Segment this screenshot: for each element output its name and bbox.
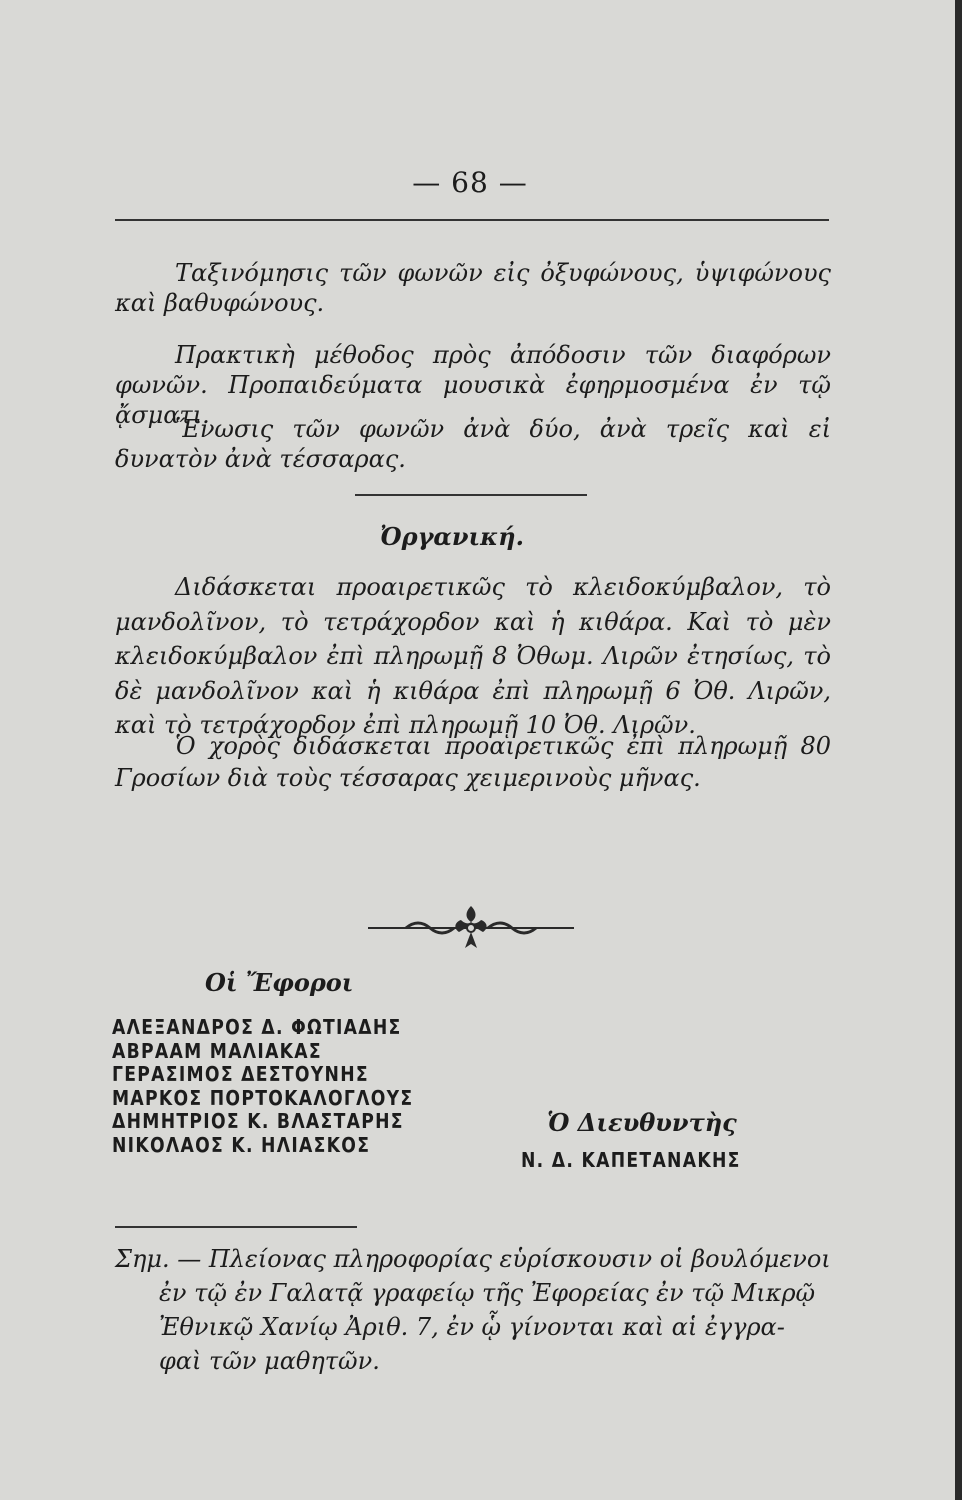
paragraph-organic-lessons: Διδάσκεται προαιρετικῶς τὸ κλειδοκύμβαλον, τὸ μανδολῖνον, τὸ τετράχορδον καὶ ἡ κιθάρα. Καὶ τὸ μὲν κλειδοκύμβαλον ἐπὶ πληρωμῇ 8 Ὀθωμ. Λιρῶν ἐτησίως, τὸ δὲ μανδολῖνον καὶ ἡ κιθάρα ἐπὶ πληρωμῇ 6 Ὀθ. Λιρῶν, καὶ τὸ τετράχορδον ἐπὶ πληρωμῇ 10 Ὀθ. Λιρῶν. <box>115 573 831 739</box>
header-rule <box>115 219 829 221</box>
ephoros-name: ΔΗΜΗΤΡΙΟΣ Κ. ΒΛΑΣΤΑΡΗΣ <box>112 1109 404 1133</box>
director-title: Ὁ Διευθυντὴς <box>547 1108 737 1137</box>
page-edge-shadow <box>955 0 962 1500</box>
paragraph-practical-method: Πρακτικὴ μέθοδος πρὸς ἀπόδοσιν τῶν διαφόρων φωνῶν. Προπαιδεύματα μουσικὰ ἐφηρμοσμένα ἐν τῷ ᾄσματι. <box>115 341 831 429</box>
footnote <box>115 1242 833 1378</box>
ephoros-name: ΝΙΚΟΛΑΟΣ Κ. ΗΛΙΑΣΚΟΣ <box>112 1132 371 1157</box>
section-divider <box>355 494 587 496</box>
paragraph-voice-union: Ἕνωσις τῶν φωνῶν ἀνὰ δύο, ἀνὰ τρεῖς καὶ εἰ δυνατὸν ἀνὰ τέσσαρας. <box>115 415 831 473</box>
footnote-rule <box>115 1226 357 1228</box>
ephoros-name: ΓΕΡΑΣΙΜΟΣ ΔΕΣΤΟΥΝΗΣ <box>112 1062 369 1086</box>
ephoros-name: ΑΒΡΑΑΜ ΜΑΛΙΑΚΑΣ <box>112 1038 322 1063</box>
ephoros-name: ΜΑΡΚΟΣ ΠΟΡΤΟΚΑΛΟΓΛΟΥΣ <box>112 1085 414 1110</box>
ephoros-name: ΑΛΕΞΑΝΔΡΟΣ Δ. ΦΩΤΙΑΔΗΣ <box>112 1015 402 1039</box>
footnote-line: Σημ. — Πλείονας πληροφορίας εὑρίσκουσιν οἱ βουλόμενοι <box>115 1245 831 1273</box>
director-name: Ν. Δ. ΚΑΠΕΤΑΝΑΚΗΣ <box>521 1148 741 1172</box>
ephoroi-heading: Οἱ Ἔφοροι <box>205 968 354 997</box>
footnote-line: ἐν τῷ ἐν Γαλατᾷ γραφείῳ τῆς Ἐφορείας ἐν τῷ Μικρῷ <box>159 1279 816 1307</box>
ephoroi-names-list <box>112 1015 414 1157</box>
paragraph-choir: Ὁ χορὸς διδάσκεται προαιρετικῶς ἐπὶ πληρωμῇ 80 Γροσίων διὰ τοὺς τέσσαρας χειμερινοὺς μῆνας. <box>115 732 831 792</box>
paragraph-voice-classification: Ταξινόμησις τῶν φωνῶν εἰς ὀξυφώνους, ὑψιφώνους καὶ βαθυφώνους. <box>115 259 831 317</box>
ornament-divider-icon <box>366 902 576 952</box>
page-number: — 68 — <box>412 166 528 199</box>
footnote-line: φαὶ τῶν μαθητῶν. <box>159 1347 380 1375</box>
section-heading: Ὀργανική. <box>380 522 524 551</box>
footnote-line: Ἐθνικῷ Χανίῳ Ἀριθ. 7, ἐν ᾧ γίνονται καὶ αἱ ἐγγρα- <box>159 1313 785 1341</box>
